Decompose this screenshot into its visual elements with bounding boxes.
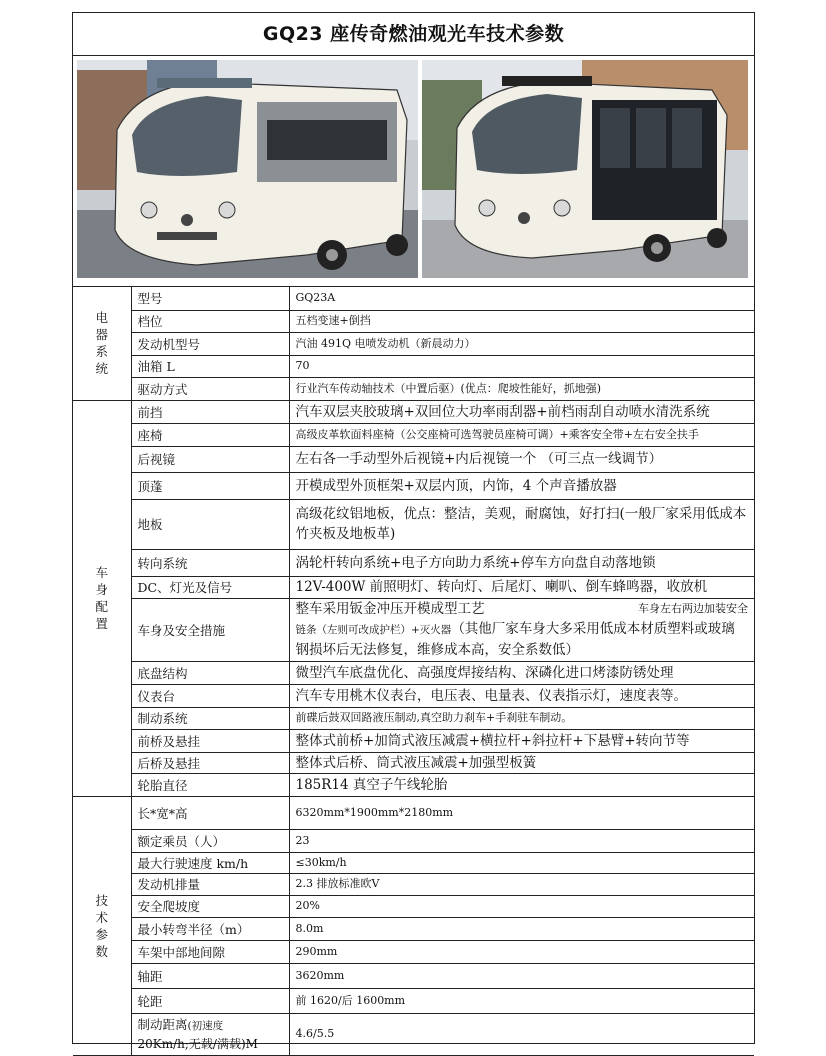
row-value: 高级花纹铝地板，优点：整洁，美观，耐腐蚀，好打扫(一般厂家采用低成本竹夹板及地板革) (289, 499, 754, 549)
row-label: 档位 (131, 310, 289, 332)
table-row (73, 729, 754, 752)
row-label: DC、灯光及信号 (131, 576, 289, 598)
row-label: 油箱 L (131, 355, 289, 377)
row-label: 后桥及悬挂 (131, 752, 289, 773)
value-small: 链条（左则可改成护栏）+灭火器 (295, 624, 452, 636)
row-label: 轴距 (131, 963, 289, 988)
table-row (73, 873, 754, 895)
row-label: 仪表台 (131, 684, 289, 707)
row-label: 制动系统 (131, 707, 289, 729)
table-row (73, 598, 754, 661)
row-label: 前挡 (131, 400, 289, 423)
table-row (73, 499, 754, 549)
row-value: 290mm (289, 940, 754, 963)
spec-sheet (72, 12, 755, 1051)
row-value: 五档变速+倒挡 (289, 310, 754, 332)
row-label: 发动机型号 (131, 332, 289, 355)
bus-photo-closed (422, 60, 748, 278)
row-label: 轮胎直径 (131, 773, 289, 796)
table-row (73, 852, 754, 873)
table-row (73, 549, 754, 576)
row-value: 行业汽车传动轴技术（中置后驱）(优点：爬坡性能好，抓地强) (289, 377, 754, 400)
row-value: 8.0m (289, 917, 754, 940)
row-value: 12V-400W 前照明灯、转向灯、后尾灯、喇叭、倒车蜂鸣器，收放机 (289, 576, 754, 598)
row-value: 4.6/5.5 (289, 1013, 754, 1055)
row-label: 长*宽*高 (131, 796, 289, 829)
table-row (73, 661, 754, 684)
label-line2: 20Km/h;无载/满载)M (137, 1036, 258, 1051)
table-row (73, 917, 754, 940)
row-label: 最小转弯半径（m） (131, 917, 289, 940)
row-label: 地板 (131, 499, 289, 549)
row-value: 高级皮革软面料座椅（公交座椅可选驾驶员座椅可调）+乘客安全带+左右安全扶手 (289, 423, 754, 446)
row-value: 前碟后鼓双回路液压制动,真空助力刹车+手刹驻车制动。 (289, 707, 754, 729)
row-label: 最大行驶速度 km/h (131, 852, 289, 873)
table-row (73, 829, 754, 852)
row-value: 6320mm*1900mm*2180mm (289, 796, 754, 829)
row-value: 23 (289, 829, 754, 852)
label-main: 制动距离 (137, 1016, 188, 1032)
table-row (73, 684, 754, 707)
row-label: 发动机排量 (131, 873, 289, 895)
row-label: 座椅 (131, 423, 289, 446)
table-row (73, 355, 754, 377)
row-value: 左右各一手动型外后视镜+内后视镜一个 （可三点一线调节） (289, 446, 754, 472)
table-row (73, 707, 754, 729)
table-row (73, 287, 754, 310)
value-main: 整车采用钣金冲压开模成型工艺 (295, 601, 485, 617)
row-label: 轮距 (131, 988, 289, 1013)
row-value (289, 598, 754, 661)
row-value: 汽油 491Q 电喷发动机（新晨动力） (289, 332, 754, 355)
row-label: 型号 (131, 287, 289, 310)
row-value: 20% (289, 895, 754, 917)
row-label: 安全爬坡度 (131, 895, 289, 917)
row-value: 整体式后桥、筒式液压减震+加强型板簧 (289, 752, 754, 773)
table-row (73, 332, 754, 355)
table-row (73, 423, 754, 446)
row-value: 2.3 排放标准欧Ⅴ (289, 873, 754, 895)
row-label: 顶蓬 (131, 472, 289, 499)
row-value: GQ23A (289, 287, 754, 310)
spec-table (73, 287, 754, 1056)
row-value: 185R14 真空子午线轮胎 (289, 773, 754, 796)
row-label: 后视镜 (131, 446, 289, 472)
row-value: ≤30km/h (289, 852, 754, 873)
photo-strip (73, 56, 754, 287)
row-value: 整体式前桥+加筒式液压减震+横拉杆+斜拉杆+下悬臂+转向节等 (289, 729, 754, 752)
table-row (73, 895, 754, 917)
value-side-note: 车身左右两边加装安全 (638, 602, 748, 615)
row-value: 70 (289, 355, 754, 377)
table-row (73, 752, 754, 773)
table-row (73, 472, 754, 499)
row-label: 转向系统 (131, 549, 289, 576)
row-value: 汽车专用桃木仪表台，电压表、电量表、仪表指示灯，速度表等。 (289, 684, 754, 707)
bus-photo-open (77, 60, 418, 278)
table-row (73, 400, 754, 423)
value-rest: （其他厂家车身大多采用低成本材质塑料或玻璃钢损坏后无法修复，维修成本高，安全系数低） (295, 621, 735, 658)
table-row (73, 796, 754, 829)
section-label-body: 车身配置 (73, 400, 131, 796)
row-label (131, 1013, 289, 1055)
row-value: 涡轮杆转向系统+电子方向助力系统+停车方向盘自动落地锁 (289, 549, 754, 576)
table-row (73, 773, 754, 796)
row-value: 汽车双层夹胶玻璃+双回位大功率雨刮器+前档雨刮自动喷水清洗系统 (289, 400, 754, 423)
row-label: 额定乘员（人） (131, 829, 289, 852)
row-label: 驱动方式 (131, 377, 289, 400)
row-value: 3620mm (289, 963, 754, 988)
table-row (73, 310, 754, 332)
table-row (73, 446, 754, 472)
table-row (73, 576, 754, 598)
table-row (73, 1013, 754, 1055)
table-row (73, 963, 754, 988)
row-label: 底盘结构 (131, 661, 289, 684)
page-title: GQ23 座传奇燃油观光车技术参数 (73, 13, 754, 56)
row-label: 车架中部地间隙 (131, 940, 289, 963)
row-label: 前桥及悬挂 (131, 729, 289, 752)
table-row (73, 988, 754, 1013)
row-value: 微型汽车底盘优化、高强度焊接结构、深磷化进口烤漆防锈处理 (289, 661, 754, 684)
row-label: 车身及安全措施 (131, 598, 289, 661)
table-row (73, 940, 754, 963)
table-row (73, 377, 754, 400)
section-label-tech: 技术参数 (73, 796, 131, 1055)
section-label-electrical: 电器系统 (73, 287, 131, 400)
label-small: (初速度 (187, 1019, 224, 1032)
row-value: 前 1620/后 1600mm (289, 988, 754, 1013)
row-value: 开模成型外顶框架+双层内顶，内饰，4 个声音播放器 (289, 472, 754, 499)
